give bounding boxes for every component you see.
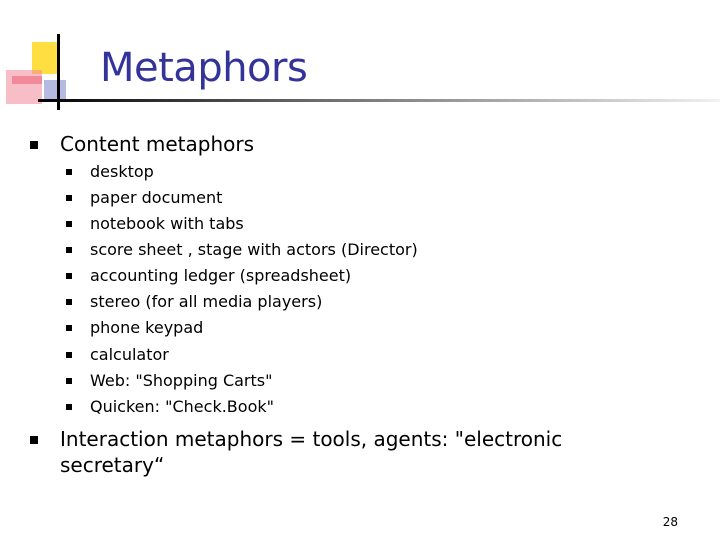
logo-pink-bar xyxy=(12,76,42,84)
sub-item-desktop: desktop xyxy=(90,162,154,181)
sub-bullet-marker xyxy=(66,299,72,305)
logo-pink-square xyxy=(6,70,42,104)
sub-bullet-marker xyxy=(66,221,72,227)
bullet-marker xyxy=(30,436,38,444)
slide-title: Metaphors xyxy=(100,45,308,91)
sub-item-phone-keypad: phone keypad xyxy=(90,318,204,337)
sub-item-accounting-ledger: accounting ledger (spreadsheet) xyxy=(90,266,352,285)
sub-bullet-marker xyxy=(66,325,72,331)
sub-bullet-marker xyxy=(66,352,72,358)
sub-bullet-marker xyxy=(66,378,72,384)
sub-bullet-marker xyxy=(66,169,72,175)
logo-yellow-square xyxy=(32,42,60,74)
sub-item-calculator: calculator xyxy=(90,345,169,364)
bullet-interaction-metaphors-line-2: secretary“ xyxy=(60,453,165,477)
sub-bullet-marker xyxy=(66,404,72,410)
page-number: 28 xyxy=(662,515,678,529)
sub-bullet-marker xyxy=(66,247,72,253)
sub-item-paper-document: paper document xyxy=(90,188,223,207)
sub-item-quicken-checkbook: Quicken: "Check.Book" xyxy=(90,397,274,416)
sub-item-score-sheet: score sheet , stage with actors (Director) xyxy=(90,240,418,259)
bullet-marker xyxy=(30,141,38,149)
sub-item-web-shopping-carts: Web: "Shopping Carts" xyxy=(90,371,273,390)
slide-logo-graphic xyxy=(0,30,80,110)
bullet-content-metaphors: Content metaphors xyxy=(60,132,255,156)
bullet-interaction-metaphors-line-1: Interaction metaphors = tools, agents: "electronic xyxy=(60,427,563,451)
sub-bullet-marker xyxy=(66,195,72,201)
sub-bullet-marker xyxy=(66,273,72,279)
title-underline xyxy=(38,99,720,102)
sub-item-stereo: stereo (for all media players) xyxy=(90,292,323,311)
sub-item-notebook-with-tabs: notebook with tabs xyxy=(90,214,244,233)
